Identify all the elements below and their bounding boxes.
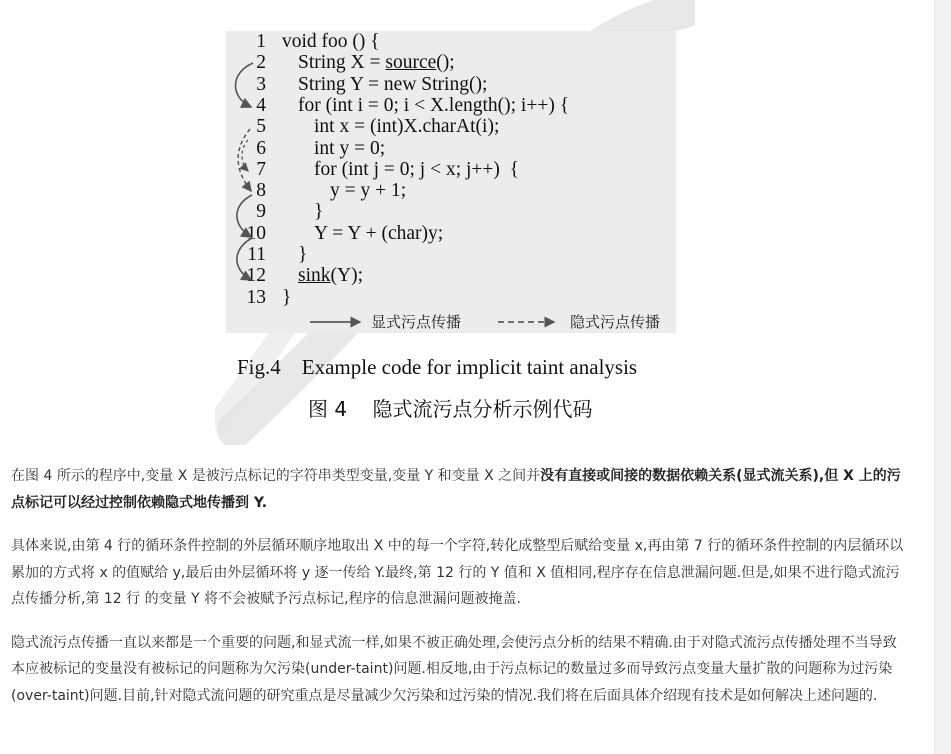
code-line: for (int j = 0; j < x; j++) { bbox=[314, 158, 519, 180]
code-line: } bbox=[282, 286, 292, 308]
code-line-number: 10 bbox=[246, 222, 266, 244]
code-line-number: 9 bbox=[256, 201, 266, 223]
code-line-number: 1 bbox=[256, 31, 266, 52]
code-listing bbox=[226, 31, 676, 333]
code-line-number: 11 bbox=[247, 244, 266, 265]
explicit-arrow-10-12 bbox=[237, 238, 252, 280]
code-line-number: 5 bbox=[256, 116, 266, 138]
paragraph-2: 具体来说,由第 4 行的循环条件控制的外层循环顺序地取出 X 中的每一个字符,转化成整型后赋给变量 x,再由第 7 行的循环条件控制的内层循环以累加的方式将 x 的值赋给 y,最后由外层循环将 y 逐一传给 Y.最终,第 12 行的 Y 值和 X 值相同,程序存在信息泄漏问题.但是,如果不进行隐式流污点传播分析,第 12 行 的变量 Y 将不会被赋予污点标记,程序的信息泄漏问题被掩盖. bbox=[11, 538, 904, 607]
code-underlined-call: source bbox=[385, 52, 437, 74]
code-line: } bbox=[298, 244, 308, 265]
article-body bbox=[11, 463, 907, 726]
paragraph-1-bold: 没有直接或间接的数据依赖关系(显式流关系),但 X 上的污点标记可以经过控制依赖隐式地传播到 Y. bbox=[11, 468, 901, 511]
legend-explicit-label: 显式污点传播 bbox=[371, 313, 462, 331]
figure-4 bbox=[215, 0, 695, 445]
figure-caption-en: Fig.4 Example code for implicit taint analysis bbox=[237, 355, 638, 379]
code-line: String Y = new String(); bbox=[298, 73, 488, 95]
code-line-number: 7 bbox=[256, 158, 266, 180]
page-scrollbar[interactable] bbox=[934, 0, 951, 754]
explicit-arrow-2-4 bbox=[235, 63, 253, 107]
code-line-number: 12 bbox=[246, 265, 266, 287]
code-line: int x = (int)X.charAt(i); bbox=[314, 116, 500, 138]
taint-flow-arrows bbox=[215, 31, 675, 333]
code-text: (); bbox=[436, 52, 455, 74]
implicit-arrow-4-8 bbox=[238, 129, 251, 191]
code-line-number: 2 bbox=[256, 52, 266, 74]
figure-caption-zh: 图 4 隐式流污点分析示例代码 bbox=[308, 397, 593, 421]
code-line-number: 6 bbox=[256, 137, 266, 159]
code-line: y = y + 1; bbox=[330, 180, 407, 202]
explicit-arrow-8-10 bbox=[237, 195, 252, 237]
code-line-number: 4 bbox=[256, 94, 266, 116]
code-line: } bbox=[314, 201, 324, 223]
code-text: (Y); bbox=[330, 265, 364, 287]
code-underlined-call: sink bbox=[298, 265, 331, 287]
implicit-arrow-5-7 bbox=[242, 140, 248, 171]
code-line-number: 3 bbox=[256, 73, 266, 95]
code-line: void foo () { bbox=[282, 31, 380, 52]
code-line-number: 8 bbox=[256, 180, 266, 202]
code-line: int y = 0; bbox=[314, 137, 386, 159]
code-line-number: 13 bbox=[246, 286, 266, 308]
code-line: for (int i = 0; i < X.length(); i++) { bbox=[298, 94, 570, 116]
code-text: String X = bbox=[298, 52, 386, 74]
paragraph-3: 隐式流污点传播一直以来都是一个重要的问题,和显式流一样,如果不被正确处理,会使污点分析的结果不精确.由于对隐式流污点传播处理不当导致本应被标记的变量没有被标记的问题称为欠污染(under-taint)问题.相反地,由于污点标记的数量过多而导致污点变量大量扩散的问题称为过污染(over-taint)问题.目前,针对隐式流问题的研究重点是尽量减少欠污染和过污染的情况.我们将在后面具体介绍现有技术是如何解决上述问题的. bbox=[11, 634, 897, 704]
paragraph-1-text: 在图 4 所示的程序中,变量 X 是被污点标记的字符串类型变量,变量 Y 和变量 X 之间并 bbox=[11, 468, 541, 484]
code-line: Y = Y + (char)y; bbox=[314, 222, 444, 244]
paragraph-1 bbox=[11, 463, 907, 516]
legend-implicit-label: 隐式污点传播 bbox=[570, 313, 661, 331]
